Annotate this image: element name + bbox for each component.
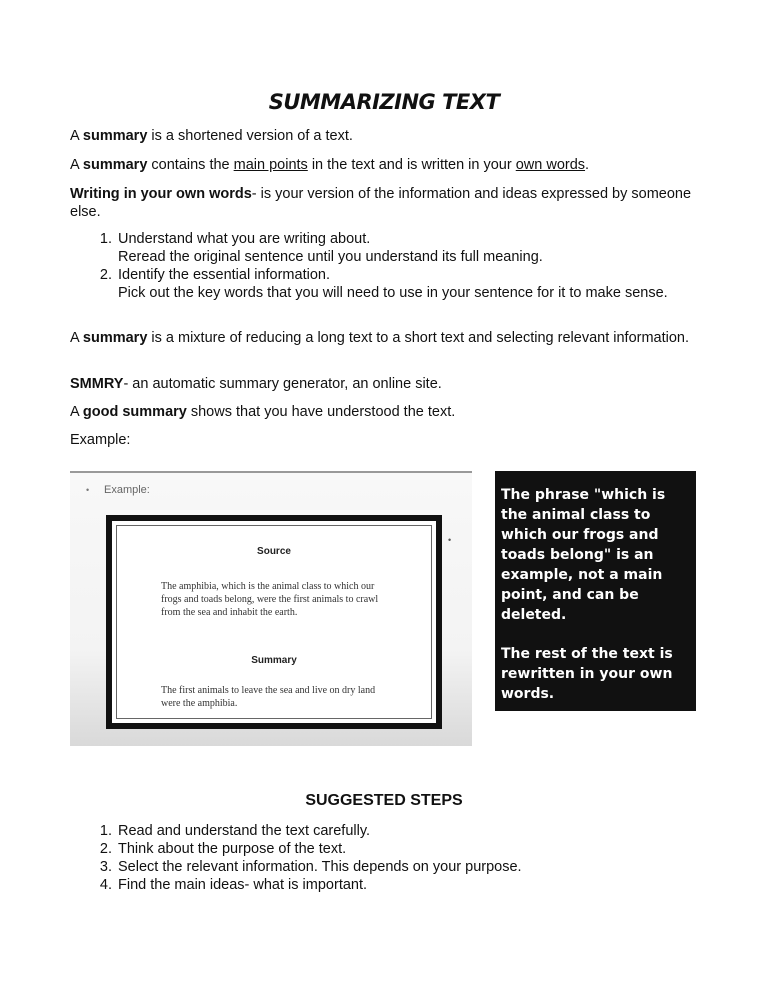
bold-term: summary xyxy=(82,330,148,346)
paragraph-smmry xyxy=(70,375,710,393)
explanation-note xyxy=(495,471,696,711)
bold-term: summary xyxy=(82,128,148,144)
text: A xyxy=(70,404,83,420)
bold-term: summary xyxy=(82,157,148,173)
paragraph-good-summary xyxy=(70,403,710,421)
intro-paragraph-1 xyxy=(70,127,710,145)
underlined-term: own words xyxy=(515,157,586,173)
text: A xyxy=(70,157,83,173)
paragraph-summary-mixture xyxy=(70,329,710,347)
summary-text: The first animals to leave the sea and live on dry land were the amphibia. xyxy=(161,685,376,709)
example-label: Example: xyxy=(70,432,131,448)
source-heading: Source xyxy=(257,546,291,557)
list-item: 2. Think about the purpose of the text. xyxy=(116,840,716,858)
text: shows that you have understood the text. xyxy=(186,404,456,420)
bold-term: Writing in your own words xyxy=(70,186,252,202)
text: in the text and is written in your xyxy=(307,157,516,173)
source-text: The amphibia, which is the animal class to which our frogs and toads belong, were the first animals to crawl from the sea and inhabit the earth. xyxy=(161,581,379,618)
intro-paragraph-3 xyxy=(70,185,710,221)
list-item: 4. Find the main ideas- what is important. xyxy=(116,876,716,894)
list-item xyxy=(116,266,716,302)
step-text: Understand what you are writing about. xyxy=(118,231,371,247)
bullet-icon: • xyxy=(86,485,90,495)
dot-icon: • xyxy=(448,535,452,545)
text: is a mixture of reducing a long text to a short text and selecting relevant information. xyxy=(147,330,690,346)
list-item: 1. Read and understand the text carefully. xyxy=(116,822,716,840)
text: contains the xyxy=(147,157,234,173)
step-text: Identify the essential information. xyxy=(118,267,330,283)
list-item: 3. Select the relevant information. This depends on your purpose. xyxy=(116,858,716,876)
example-screenshot xyxy=(70,471,472,746)
step-subtext: Reread the original sentence until you understand its full meaning. xyxy=(118,249,543,265)
text: A xyxy=(70,128,83,144)
suggested-steps-list xyxy=(70,822,716,894)
summary-heading: Summary xyxy=(251,655,297,666)
note-paragraph-2: The rest of the text is rewritten in your own words. xyxy=(501,646,673,702)
note-paragraph-1: The phrase "which is the animal class to which our frogs and toads belong" is an example, not a main point, and can be deleted. xyxy=(501,487,666,623)
bold-term: SMMRY xyxy=(70,376,124,392)
section-title: SUGGESTED STEPS xyxy=(305,792,463,809)
text: is a shortened version of a text. xyxy=(147,128,353,144)
list-item xyxy=(116,230,716,266)
example-frame xyxy=(106,515,442,729)
page-title: SUMMARIZING TEXT xyxy=(268,90,500,114)
text: - is your version of the information and ideas expressed by someone else. xyxy=(70,186,692,220)
text: - an automatic summary generator, an online site. xyxy=(123,376,442,392)
bold-term: good summary xyxy=(82,404,187,420)
underlined-term: main points xyxy=(233,157,308,173)
example-image-label: Example: xyxy=(104,484,150,496)
writing-steps-list xyxy=(70,230,716,302)
text: A xyxy=(70,330,83,346)
example-frame-inner xyxy=(116,525,432,719)
step-subtext: Pick out the key words that you will need to use in your sentence for it to make sense. xyxy=(118,285,668,301)
text: . xyxy=(585,157,590,173)
intro-paragraph-2 xyxy=(70,156,710,174)
